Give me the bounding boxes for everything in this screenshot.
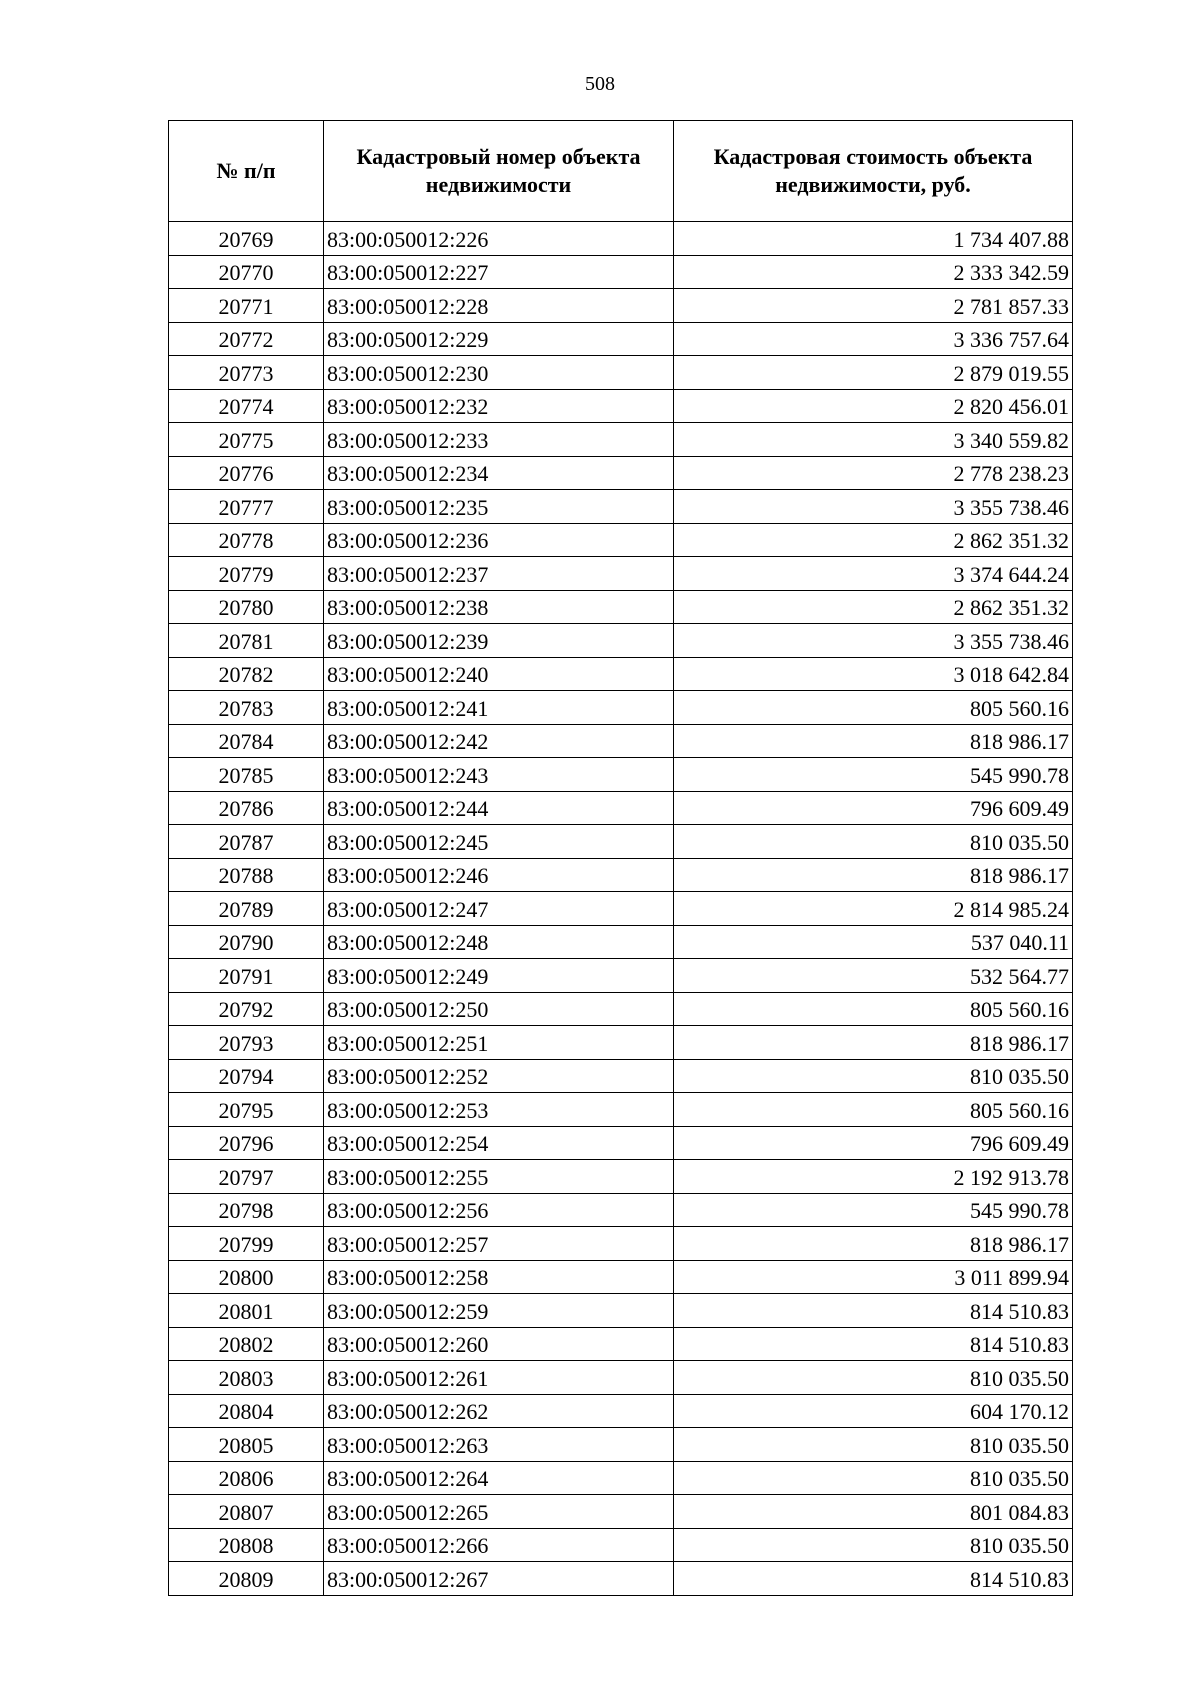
- row-number-cell: 20785: [169, 758, 324, 792]
- row-number-cell: 20807: [169, 1495, 324, 1529]
- table-row: [169, 523, 1073, 557]
- cadastral-value-cell: 810 035.50: [674, 1361, 1073, 1395]
- table-row: [169, 959, 1073, 993]
- cadastral-number-cell: 83:00:050012:257: [324, 1227, 674, 1261]
- cadastral-value-cell: 810 035.50: [674, 1461, 1073, 1495]
- cadastral-number-cell: 83:00:050012:227: [324, 255, 674, 289]
- cadastral-number-cell: 83:00:050012:261: [324, 1361, 674, 1395]
- table-row: [169, 456, 1073, 490]
- cadastral-number-cell: 83:00:050012:253: [324, 1093, 674, 1127]
- row-number-cell: 20770: [169, 255, 324, 289]
- row-number-cell: 20809: [169, 1562, 324, 1596]
- row-number-cell: 20794: [169, 1059, 324, 1093]
- table-row: [169, 1260, 1073, 1294]
- table-row: [169, 1160, 1073, 1194]
- cadastral-number-cell: 83:00:050012:229: [324, 322, 674, 356]
- table-row: [169, 1227, 1073, 1261]
- cadastral-value-cell: 818 986.17: [674, 858, 1073, 892]
- table-row: [169, 1528, 1073, 1562]
- cadastral-value-cell: 604 170.12: [674, 1394, 1073, 1428]
- row-number-cell: 20772: [169, 322, 324, 356]
- row-number-cell: 20777: [169, 490, 324, 524]
- table-row: [169, 1059, 1073, 1093]
- table-row: [169, 289, 1073, 323]
- cadastral-value-cell: 545 990.78: [674, 758, 1073, 792]
- table-row: [169, 1562, 1073, 1596]
- row-number-cell: 20783: [169, 691, 324, 725]
- table-row: [169, 322, 1073, 356]
- cadastral-number-cell: 83:00:050012:240: [324, 657, 674, 691]
- table-row: [169, 1495, 1073, 1529]
- table-row: [169, 557, 1073, 591]
- row-number-cell: 20778: [169, 523, 324, 557]
- cadastral-number-cell: 83:00:050012:236: [324, 523, 674, 557]
- cadastral-value-cell: 814 510.83: [674, 1294, 1073, 1328]
- cadastral-value-cell: 3 355 738.46: [674, 490, 1073, 524]
- row-number-cell: 20799: [169, 1227, 324, 1261]
- row-number-cell: 20805: [169, 1428, 324, 1462]
- cadastral-number-cell: 83:00:050012:241: [324, 691, 674, 725]
- cadastral-value-cell: 814 510.83: [674, 1327, 1073, 1361]
- table-row: [169, 1394, 1073, 1428]
- cadastral-value-cell: 2 814 985.24: [674, 892, 1073, 926]
- cadastral-number-cell: 83:00:050012:251: [324, 1026, 674, 1060]
- table-row: [169, 1126, 1073, 1160]
- cadastral-number-cell: 83:00:050012:258: [324, 1260, 674, 1294]
- table-row: [169, 1428, 1073, 1462]
- cadastral-number-cell: 83:00:050012:228: [324, 289, 674, 323]
- cadastral-value-cell: 805 560.16: [674, 1093, 1073, 1127]
- cadastral-number-cell: 83:00:050012:256: [324, 1193, 674, 1227]
- cadastral-number-cell: 83:00:050012:237: [324, 557, 674, 591]
- cadastral-number-cell: 83:00:050012:254: [324, 1126, 674, 1160]
- row-number-cell: 20782: [169, 657, 324, 691]
- cadastral-value-cell: 2 778 238.23: [674, 456, 1073, 490]
- cadastral-number-cell: 83:00:050012:255: [324, 1160, 674, 1194]
- row-number-cell: 20803: [169, 1361, 324, 1395]
- cadastral-value-cell: 805 560.16: [674, 992, 1073, 1026]
- table-row: [169, 1294, 1073, 1328]
- table-row: [169, 758, 1073, 792]
- cadastral-number-cell: 83:00:050012:226: [324, 222, 674, 256]
- cadastral-number-cell: 83:00:050012:244: [324, 791, 674, 825]
- cadastral-number-cell: 83:00:050012:264: [324, 1461, 674, 1495]
- cadastral-value-cell: 3 336 757.64: [674, 322, 1073, 356]
- row-number-cell: 20769: [169, 222, 324, 256]
- cadastral-value-cell: 532 564.77: [674, 959, 1073, 993]
- cadastral-value-cell: 2 820 456.01: [674, 389, 1073, 423]
- row-number-cell: 20779: [169, 557, 324, 591]
- cadastral-value-cell: 2 862 351.32: [674, 523, 1073, 557]
- row-number-cell: 20800: [169, 1260, 324, 1294]
- row-number-cell: 20796: [169, 1126, 324, 1160]
- cadastral-value-cell: 537 040.11: [674, 925, 1073, 959]
- cadastral-number-cell: 83:00:050012:242: [324, 724, 674, 758]
- table-header-row: [169, 121, 1073, 222]
- cadastral-number-cell: 83:00:050012:233: [324, 423, 674, 457]
- row-number-cell: 20793: [169, 1026, 324, 1060]
- cadastral-number-cell: 83:00:050012:230: [324, 356, 674, 390]
- cadastral-value-cell: 796 609.49: [674, 791, 1073, 825]
- table-row: [169, 423, 1073, 457]
- cadastral-number-cell: 83:00:050012:262: [324, 1394, 674, 1428]
- table-body: [169, 222, 1073, 1596]
- cadastral-value-cell: 810 035.50: [674, 1059, 1073, 1093]
- cadastral-value-cell: 796 609.49: [674, 1126, 1073, 1160]
- cadastral-number-cell: 83:00:050012:248: [324, 925, 674, 959]
- cadastral-value-cell: 810 035.50: [674, 825, 1073, 859]
- table-row: [169, 858, 1073, 892]
- cadastral-value-cell: 3 011 899.94: [674, 1260, 1073, 1294]
- table-row: [169, 724, 1073, 758]
- cadastral-value-cell: 818 986.17: [674, 724, 1073, 758]
- cadastral-number-cell: 83:00:050012:246: [324, 858, 674, 892]
- table-row: [169, 925, 1073, 959]
- table-row: [169, 1461, 1073, 1495]
- cadastral-number-cell: 83:00:050012:245: [324, 825, 674, 859]
- cadastral-value-cell: 1 734 407.88: [674, 222, 1073, 256]
- header-row-number: № п/п: [169, 121, 324, 222]
- row-number-cell: 20802: [169, 1327, 324, 1361]
- cadastral-value-cell: 3 355 738.46: [674, 624, 1073, 658]
- cadastral-number-cell: 83:00:050012:243: [324, 758, 674, 792]
- cadastral-number-cell: 83:00:050012:234: [324, 456, 674, 490]
- table-row: [169, 791, 1073, 825]
- row-number-cell: 20788: [169, 858, 324, 892]
- table-row: [169, 490, 1073, 524]
- row-number-cell: 20774: [169, 389, 324, 423]
- row-number-cell: 20771: [169, 289, 324, 323]
- cadastral-value-cell: 810 035.50: [674, 1428, 1073, 1462]
- row-number-cell: 20808: [169, 1528, 324, 1562]
- cadastral-value-cell: 2 333 342.59: [674, 255, 1073, 289]
- table-row: [169, 657, 1073, 691]
- cadastral-value-cell: 818 986.17: [674, 1026, 1073, 1060]
- row-number-cell: 20791: [169, 959, 324, 993]
- cadastral-number-cell: 83:00:050012:260: [324, 1327, 674, 1361]
- table-row: [169, 1193, 1073, 1227]
- row-number-cell: 20792: [169, 992, 324, 1026]
- header-cadastral-number: Кадастровый номер объекта недвижимости: [324, 121, 674, 222]
- table-row: [169, 389, 1073, 423]
- cadastral-number-cell: 83:00:050012:259: [324, 1294, 674, 1328]
- table-row: [169, 1026, 1073, 1060]
- table-row: [169, 255, 1073, 289]
- row-number-cell: 20798: [169, 1193, 324, 1227]
- row-number-cell: 20804: [169, 1394, 324, 1428]
- row-number-cell: 20789: [169, 892, 324, 926]
- cadastral-number-cell: 83:00:050012:263: [324, 1428, 674, 1462]
- row-number-cell: 20801: [169, 1294, 324, 1328]
- table-row: [169, 1361, 1073, 1395]
- cadastral-value-cell: 545 990.78: [674, 1193, 1073, 1227]
- table-row: [169, 825, 1073, 859]
- table-row: [169, 624, 1073, 658]
- cadastral-number-cell: 83:00:050012:267: [324, 1562, 674, 1596]
- row-number-cell: 20797: [169, 1160, 324, 1194]
- row-number-cell: 20773: [169, 356, 324, 390]
- header-cadastral-value: Кадастровая стоимость объекта недвижимости, руб.: [674, 121, 1073, 222]
- row-number-cell: 20786: [169, 791, 324, 825]
- row-number-cell: 20806: [169, 1461, 324, 1495]
- table-row: [169, 1093, 1073, 1127]
- cadastral-value-cell: 814 510.83: [674, 1562, 1073, 1596]
- cadastral-value-cell: 2 879 019.55: [674, 356, 1073, 390]
- row-number-cell: 20780: [169, 590, 324, 624]
- row-number-cell: 20790: [169, 925, 324, 959]
- cadastral-number-cell: 83:00:050012:239: [324, 624, 674, 658]
- cadastral-number-cell: 83:00:050012:238: [324, 590, 674, 624]
- table-row: [169, 992, 1073, 1026]
- page-number: 508: [585, 73, 615, 95]
- cadastral-value-cell: 2 192 913.78: [674, 1160, 1073, 1194]
- row-number-cell: 20795: [169, 1093, 324, 1127]
- cadastral-number-cell: 83:00:050012:250: [324, 992, 674, 1026]
- row-number-cell: 20784: [169, 724, 324, 758]
- cadastral-number-cell: 83:00:050012:232: [324, 389, 674, 423]
- row-number-cell: 20775: [169, 423, 324, 457]
- cadastral-value-cell: 3 340 559.82: [674, 423, 1073, 457]
- cadastral-value-cell: 805 560.16: [674, 691, 1073, 725]
- cadastral-number-cell: 83:00:050012:266: [324, 1528, 674, 1562]
- cadastral-number-cell: 83:00:050012:265: [324, 1495, 674, 1529]
- cadastral-value-cell: 801 084.83: [674, 1495, 1073, 1529]
- cadastral-value-cell: 2 862 351.32: [674, 590, 1073, 624]
- cadastral-value-cell: 3 374 644.24: [674, 557, 1073, 591]
- table-row: [169, 590, 1073, 624]
- table-row: [169, 222, 1073, 256]
- cadastral-number-cell: 83:00:050012:249: [324, 959, 674, 993]
- cadastral-value-cell: 818 986.17: [674, 1227, 1073, 1261]
- cadastral-value-cell: 2 781 857.33: [674, 289, 1073, 323]
- table-row: [169, 1327, 1073, 1361]
- cadastral-value-cell: 3 018 642.84: [674, 657, 1073, 691]
- row-number-cell: 20787: [169, 825, 324, 859]
- cadastral-number-cell: 83:00:050012:247: [324, 892, 674, 926]
- cadastral-number-cell: 83:00:050012:252: [324, 1059, 674, 1093]
- cadastral-number-cell: 83:00:050012:235: [324, 490, 674, 524]
- table-row: [169, 892, 1073, 926]
- cadastral-value-table: [168, 120, 1073, 1596]
- table-row: [169, 356, 1073, 390]
- row-number-cell: 20776: [169, 456, 324, 490]
- cadastral-value-cell: 810 035.50: [674, 1528, 1073, 1562]
- row-number-cell: 20781: [169, 624, 324, 658]
- table-row: [169, 691, 1073, 725]
